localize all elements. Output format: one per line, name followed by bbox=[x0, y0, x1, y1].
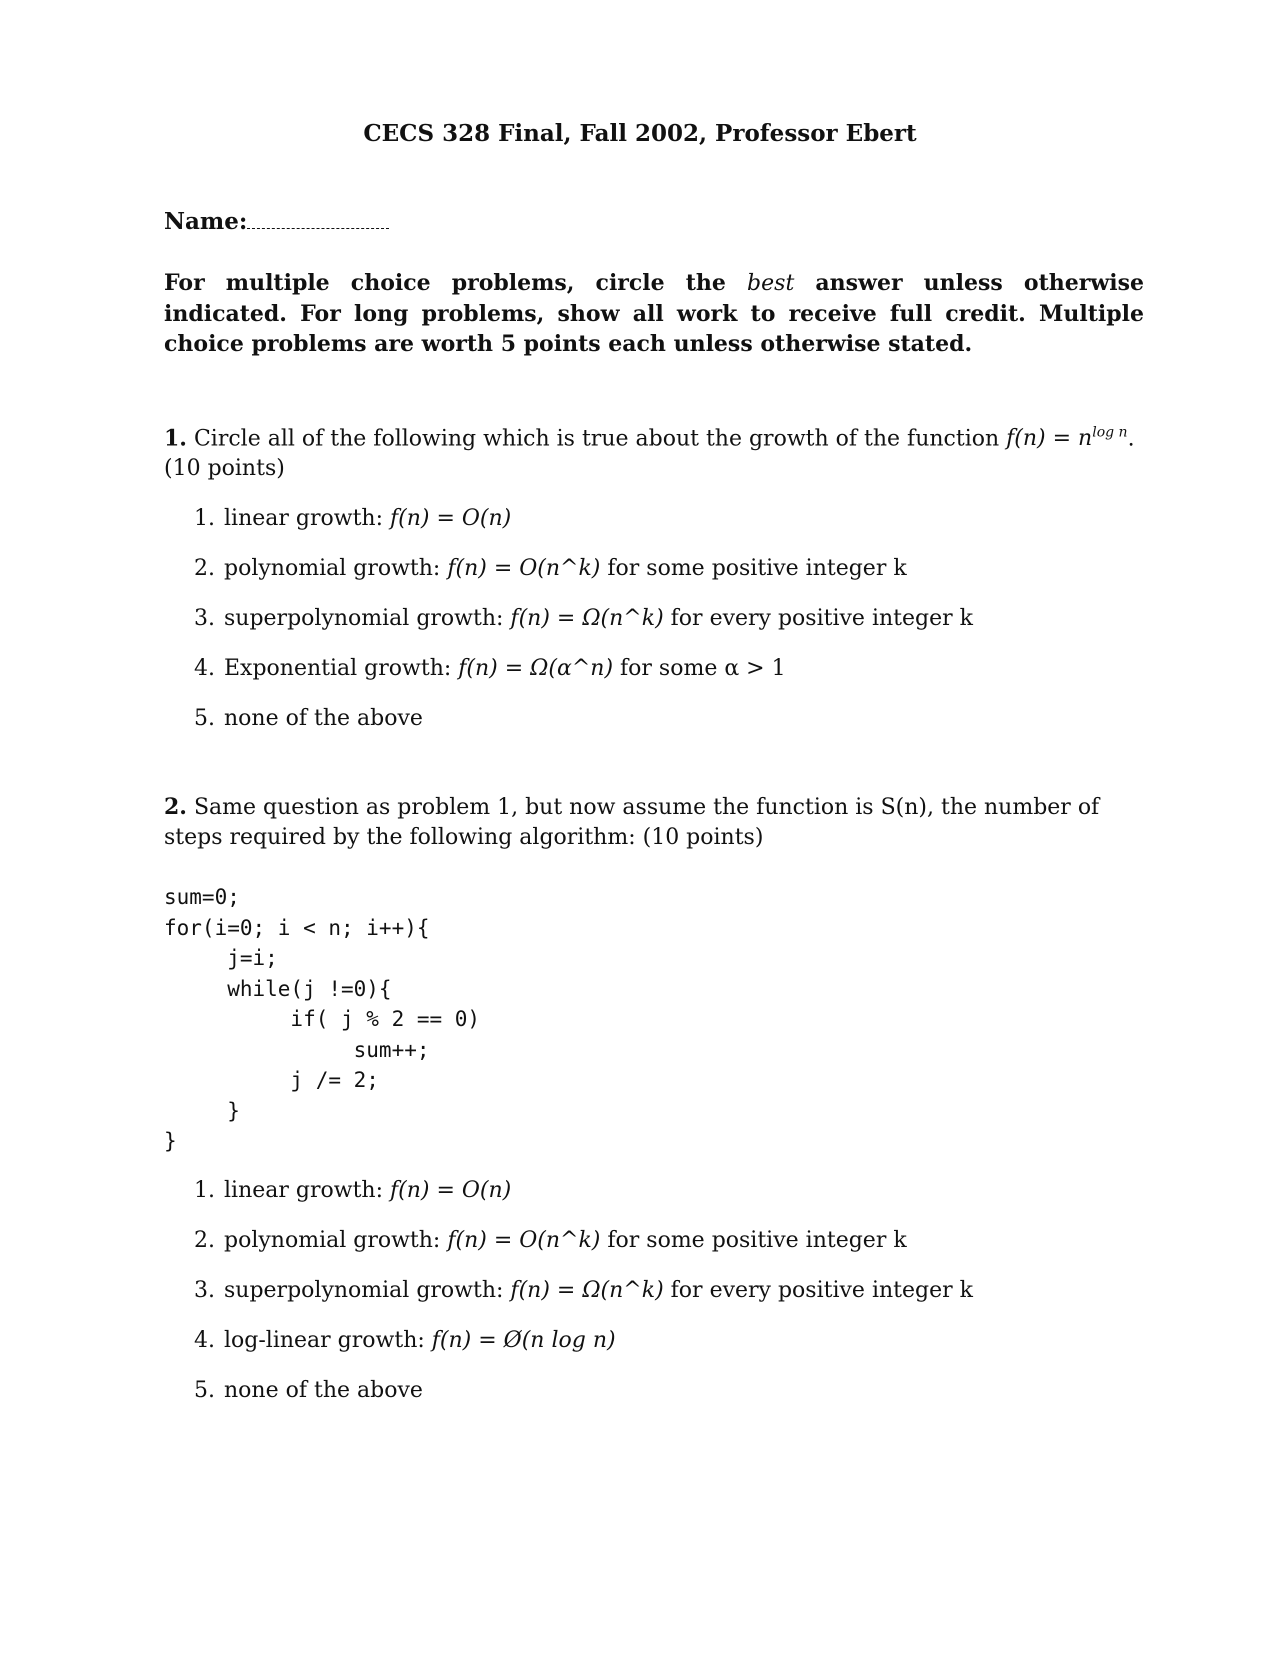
name-label: Name: bbox=[164, 208, 248, 235]
algorithm-code: sum=0; for(i=0; i < n; i++){ j=i; while(j !=0){ if( j % 2 == 0) sum++; j /= 2; } } bbox=[164, 885, 481, 1153]
name-field bbox=[164, 208, 389, 235]
problem-1-points: (10 points) bbox=[164, 456, 285, 482]
instructions-part2: answer unless otherwise indicated. For long problems, show all work to receive full credit. Multiple choice problems are worth 5 points each unless otherwise stated. bbox=[164, 270, 1145, 357]
choice-item[interactable]: 4. log-linear growth: f(n) = Ø(n log n) bbox=[194, 1328, 616, 1353]
problem-2-choices bbox=[194, 1178, 1094, 1428]
choice-item[interactable]: 5. none of the above bbox=[194, 1378, 423, 1403]
problem-1-exponent: log n bbox=[1092, 425, 1128, 441]
choice-item[interactable]: 2. polynomial growth: f(n) = O(n^k) for some positive integer k bbox=[194, 556, 907, 581]
problem-1-function: $f(n) = n^{log n}$ bbox=[1006, 425, 1128, 452]
choice-item[interactable]: 3. superpolynomial growth: f(n) = Ω(n^k) for every positive integer k bbox=[194, 606, 973, 631]
choice-item[interactable]: 1. linear growth: f(n) = O(n) bbox=[194, 1178, 512, 1203]
problem-1-statement: 1. Circle all of the following which is true about the growth of the function $f(n) = n^{log n}$. (10 points) bbox=[164, 425, 1135, 482]
choice-item[interactable]: 2. polynomial growth: f(n) = O(n^k) for some positive integer k bbox=[194, 1228, 907, 1253]
choice-item[interactable]: 1. linear growth: f(n) = O(n) bbox=[194, 506, 512, 531]
instructions bbox=[164, 268, 1144, 359]
exam-title: CECS 328 Final, Fall 2002, Professor Ebert bbox=[363, 120, 917, 147]
choice-item[interactable]: 4. Exponential growth: f(n) = Ω(α^n) for some α > 1 bbox=[194, 656, 786, 681]
problem-1-choices bbox=[194, 506, 1094, 756]
problem-1-number: 1. bbox=[164, 425, 187, 452]
choice-item[interactable]: 3. superpolynomial growth: f(n) = Ω(n^k) for every positive integer k bbox=[194, 1278, 973, 1303]
problem-2-statement bbox=[164, 792, 1144, 853]
problem-1-text: Circle all of the following which is true about the growth of the function bbox=[193, 426, 1000, 452]
problem-2-text: Same question as problem 1, but now assume the function is S(n), the number of steps required by the following algorithm: (10 points) bbox=[164, 795, 1100, 850]
instructions-part1: For multiple choice problems, circle the bbox=[164, 270, 748, 296]
problem-2-number: 2. bbox=[164, 794, 187, 820]
name-blank-line bbox=[247, 210, 389, 229]
choice-item[interactable]: 5. none of the above bbox=[194, 706, 423, 731]
instructions-emphasis: best bbox=[747, 271, 795, 296]
